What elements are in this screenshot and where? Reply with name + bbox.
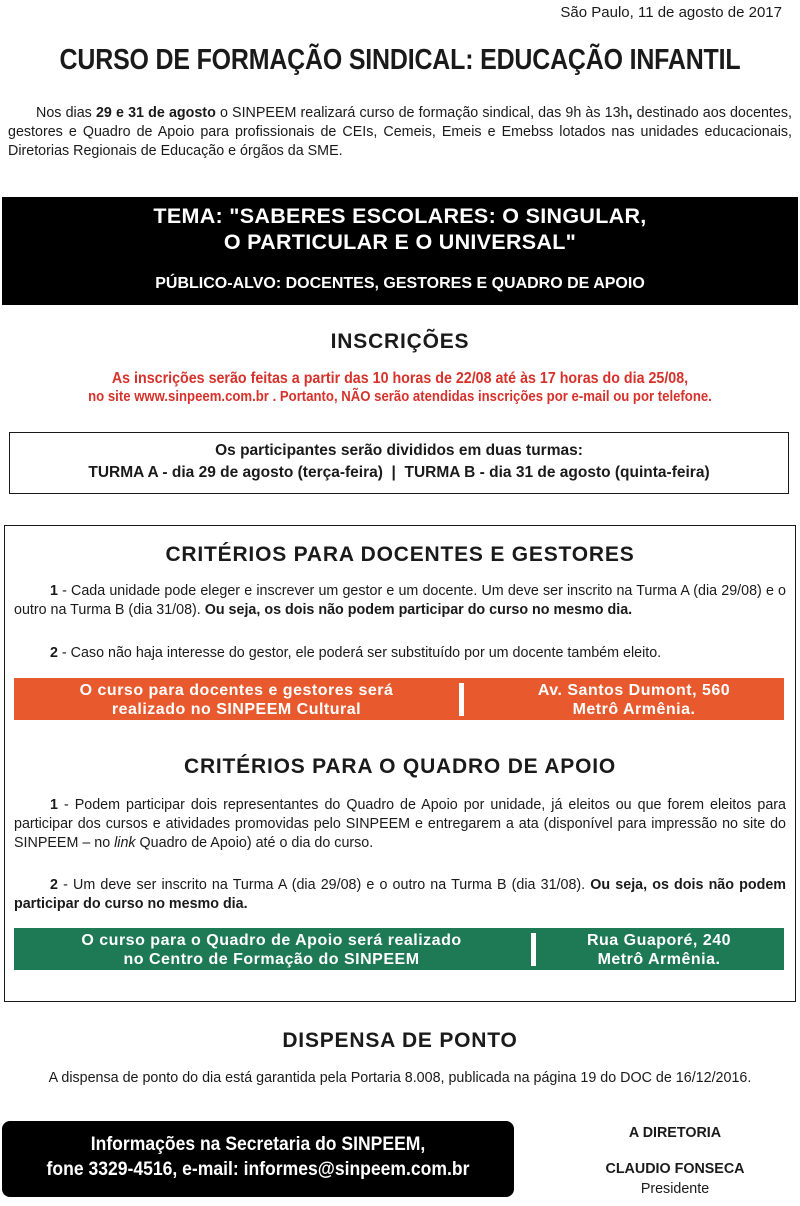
criterios-apoio-heading: CRITÉRIOS PARA O QUADRO DE APOIO (183, 755, 616, 778)
criterios-docentes-heading: CRITÉRIOS PARA DOCENTES E GESTORES (165, 543, 635, 566)
item-number: 2 (50, 645, 58, 661)
theme-title (2, 203, 798, 255)
docentes-location-banner (14, 678, 784, 720)
inscricoes-line-1: As inscrições serão feitas a partir das 10 horas de 22/08 até às 17 horas do dia 25/08, (111, 370, 689, 387)
dispensa-text: A dispensa de ponto do dia está garantida pela Portaria 8.008, publicada na página 19 do DOC de 16/12/2016. (48, 1070, 752, 1086)
theme-line-2: O PARTICULAR E O UNIVERSAL" (223, 230, 577, 254)
item-number: 2 (50, 877, 58, 893)
intro-paragraph (8, 104, 792, 161)
inscricoes-text (32, 369, 768, 407)
item-text: - Cada unidade pode eleger e inscrever um gestor e um docente. Um deve ser inscrito na Turma A (dia 29/08) e o outro na Turma B (dia 31/08). (14, 583, 786, 618)
banner-venue-line-2: no Centro de Formação do SINPEEM (123, 951, 420, 968)
banner-address-line-1: Rua Guaporé, 240 (586, 932, 732, 949)
banner-address-line-2: Metrô Armênia. (597, 951, 721, 968)
docentes-item-1 (14, 582, 786, 620)
banner-venue-line-2: realizado no SINPEEM Cultural (111, 701, 362, 718)
theme-box (2, 197, 798, 305)
contact-info-box (2, 1121, 514, 1197)
document-date: São Paulo, 11 de agosto de 2017 (560, 4, 782, 21)
intro-dates: 29 e 31 de agosto (95, 105, 216, 121)
item-text: - Podem participar dois representantes do Quadro de Apoio por unidade, já eleitos ou que forem eleitos para participar dos cursos e atividades promovidas pelo SINPEEM e entregarem a ata (disponível para impressão no site do SINPEEM – no (14, 797, 786, 851)
dispensa-heading: DISPENSA DE PONTO (282, 1029, 518, 1052)
banner-venue (14, 681, 459, 719)
target-audience: PÚBLICO-ALVO: DOCENTES, GESTORES E QUADRO DE APOIO (155, 275, 645, 292)
apoio-item-2 (14, 876, 786, 914)
contact-line-2: fone 3329-4516, e-mail: informes@sinpeem.com.br (46, 1158, 470, 1180)
item-number: 1 (50, 583, 58, 599)
contact-line-1: Informações na Secretaria do SINPEEM, (90, 1133, 426, 1155)
item-bold-text: Ou seja, os dois não podem participar do curso no mesmo dia. (14, 877, 786, 912)
item-text-2: Quadro de Apoio) até o dia do curso. (135, 835, 374, 851)
banner-venue-line-1: O curso para docentes e gestores será (79, 682, 394, 699)
apoio-item-1 (14, 796, 786, 853)
signature-org: A DIRETORIA (628, 1125, 722, 1141)
banner-address (484, 681, 784, 719)
intro-text-3: destinado aos docentes, gestores e Quadro de Apoio para profissionais de CEIs, Cemeis, Emeis e Emebss lotados nas unidades educacionais, Diretorias Regionais de Educação e órgãos da SME. (8, 105, 792, 159)
item-number: 1 (50, 797, 58, 813)
banner-address (534, 931, 784, 969)
inscricoes-heading: INSCRIÇÕES (330, 330, 470, 353)
banner-address-line-1: Av. Santos Dumont, 560 (537, 682, 731, 699)
banner-divider (459, 683, 464, 716)
item-bold-text: Ou seja, os dois não podem participar do curso no mesmo dia. (204, 602, 633, 618)
intro-text-1: Nos dias (36, 105, 96, 121)
intro-text-2: o SINPEEM realizará curso de formação sindical, das 9h às 13h (215, 105, 629, 121)
document-title: CURSO DE FORMAÇÃO SINDICAL: EDUCAÇÃO INFANTIL (59, 44, 741, 76)
signature-role: Presidente (640, 1181, 710, 1197)
apoio-location-banner (14, 928, 784, 970)
item-text: - Caso não haja interesse do gestor, ele poderá ser substituído por um docente também eleito. (57, 645, 662, 661)
theme-line-1: TEMA: "SABERES ESCOLARES: O SINGULAR, (153, 204, 647, 228)
banner-venue (14, 931, 529, 969)
signature-name: CLAUDIO FONSECA (605, 1161, 745, 1177)
turmas-intro: Os participantes serão divididos em duas turmas: (215, 442, 583, 459)
item-text: - Um deve ser inscrito na Turma A (dia 29/08) e o outro na Turma B (dia 31/08). (57, 877, 591, 893)
banner-venue-line-1: O curso para o Quadro de Apoio será realizado (81, 932, 462, 949)
turmas-box (9, 432, 789, 494)
banner-address-line-2: Metrô Armênia. (572, 701, 696, 718)
intro-comma: , (628, 105, 633, 121)
item-italic-text: link (114, 835, 136, 851)
turmas-schedule: TURMA A - dia 29 de agosto (terça-feira) | TURMA B - dia 31 de agosto (quinta-feira) (88, 464, 710, 481)
docentes-item-2 (14, 644, 786, 663)
inscricoes-line-2: no site www.sinpeem.com.br . Portanto, NÃO serão atendidas inscrições por e-mail ou por telefone. (88, 389, 712, 405)
